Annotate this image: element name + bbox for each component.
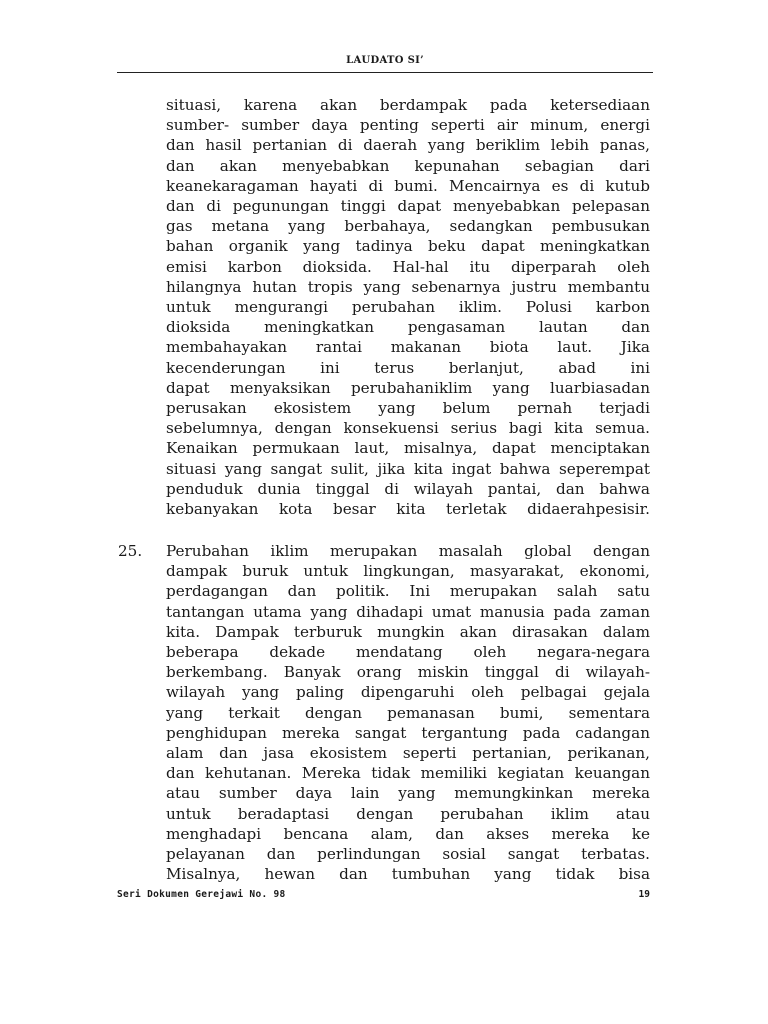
text-line: kebanyakan kota besar kita terletak didaerahpesisir. — [166, 500, 650, 519]
text-line: tantangan utama yang dihadapi umat manusia pada zaman — [166, 602, 650, 621]
text-line: berkembang. Banyak orang miskin tinggal di wilayah- — [166, 663, 650, 682]
header-rule — [117, 72, 653, 73]
text-line: situasi, karena akan berdampak pada ketersediaan — [166, 96, 650, 114]
text-line: perdagangan dan politik. Ini merupakan salah satu — [166, 582, 650, 601]
text-line: Perubahan iklim merupakan masalah global dengan — [166, 542, 650, 560]
text-line: perusakan ekosistem yang belum pernah terjadi — [166, 399, 650, 418]
text-line: beberapa dekade mendatang oleh negara-negara — [166, 643, 650, 662]
text-line: untuk beradaptasi dengan perubahan iklim atau — [166, 804, 650, 823]
text-line: yang terkait dengan pemanasan bumi, sementara — [166, 703, 650, 722]
text-line: sebelumnya, dengan konsekuensi serius bagi kita semua. — [166, 419, 650, 438]
text-line: hilangnya hutan tropis yang sebenarnya justru membantu — [166, 277, 650, 296]
footer-page-number: 19 — [638, 889, 650, 900]
text-line: penghidupan mereka sangat tergantung pada cadangan — [166, 723, 650, 742]
text-line: pelayanan dan perlindungan sosial sangat terbatas. — [166, 845, 650, 864]
text-line: menghadapi bencana alam, dan akses mereka ke — [166, 824, 650, 843]
text-line: situasi yang sangat sulit, jika kita ingat bahwa seperempat — [166, 459, 650, 478]
text-line: untuk mengurangi perubahan iklim. Polusi karbon — [166, 298, 650, 317]
text-line: wilayah yang paling dipengaruhi oleh pelbagai gejala — [166, 683, 650, 702]
paragraph-continued — [166, 95, 650, 519]
text-line: dampak buruk untuk lingkungan, masyarakat, ekonomi, — [166, 562, 650, 581]
running-header: LAUDATO SI’ — [346, 55, 424, 66]
text-line: dapat menyaksikan perubahaniklim yang luarbiasadan — [166, 378, 650, 397]
text-line: Misalnya, hewan dan tumbuhan yang tidak bisa — [166, 865, 650, 884]
text-line: atau sumber daya lain yang memungkinkan mereka — [166, 784, 650, 803]
text-line: kecenderungan ini terus berlanjut, abad ini — [166, 358, 650, 377]
text-line: dan di pegunungan tinggi dapat menyebabkan pelepasan — [166, 197, 650, 216]
text-line: Kenaikan permukaan laut, misalnya, dapat menciptakan — [166, 439, 650, 458]
text-line: kita. Dampak terburuk mungkin akan dirasakan dalam — [166, 622, 650, 641]
text-line: keanekaragaman hayati di bumi. Mencairnya es di kutub — [166, 176, 650, 195]
text-line: membahayakan rantai makanan biota laut. Jika — [166, 338, 650, 357]
footer-series-title: Seri Dokumen Gerejawi No. 98 — [117, 889, 286, 900]
text-line: emisi karbon dioksida. Hal-hal itu diperparah oleh — [166, 257, 650, 276]
text-line: alam dan jasa ekosistem seperti pertanian, perikanan, — [166, 744, 650, 763]
text-line: bahan organik yang tadinya beku dapat meningkatkan — [166, 237, 650, 256]
text-line: dan hasil pertanian di daerah yang beriklim lebih panas, — [166, 136, 650, 155]
paragraph-25 — [166, 541, 650, 884]
text-line: dan akan menyebabkan kepunahan sebagian dari — [166, 156, 650, 175]
text-line: sumber- sumber daya penting seperti air minum, energi — [166, 116, 650, 135]
text-line: dan kehutanan. Mereka tidak memiliki kegiatan keuangan — [166, 764, 650, 783]
text-line: dioksida meningkatkan pengasaman lautan dan — [166, 318, 650, 337]
text-line: penduduk dunia tinggal di wilayah pantai, dan bahwa — [166, 479, 650, 498]
paragraph-number: 25. — [118, 542, 143, 560]
text-line: gas metana yang berbahaya, sedangkan pembusukan — [166, 217, 650, 236]
